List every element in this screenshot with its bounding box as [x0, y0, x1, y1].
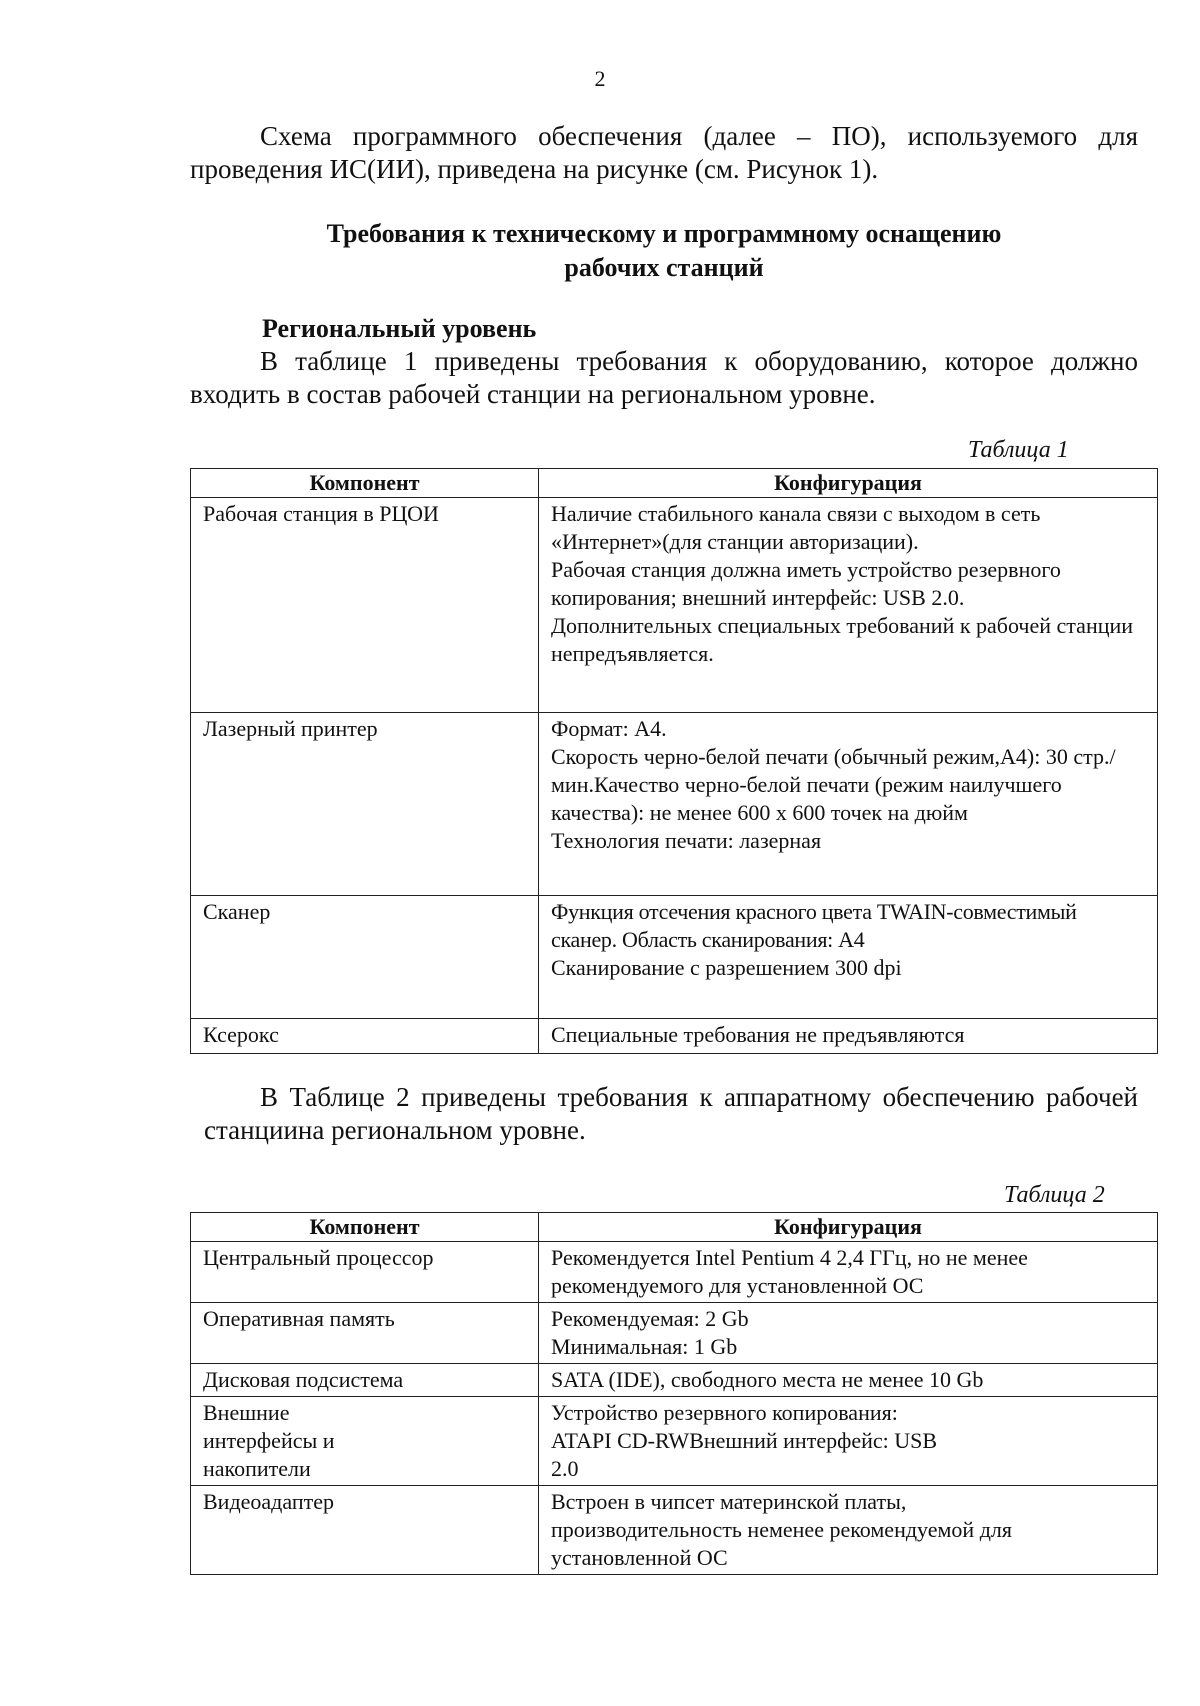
column-header-configuration: Конфигурация — [539, 1213, 1158, 1242]
config-line: Рабочая станция должна иметь устройство резервного копирования; внешний интерфейс: USB 2.0. — [551, 557, 1061, 610]
table-row — [191, 713, 1158, 896]
component-cell: Видеоадаптер — [191, 1486, 539, 1575]
table-row — [191, 1397, 1158, 1486]
config-line: Функция отсечения красного цвета TWAIN-совместимый сканер. Область сканирования: А4 — [551, 899, 1077, 952]
component-cell: Рабочая станция в РЦОИ — [191, 498, 539, 713]
table-row — [191, 1303, 1158, 1364]
config-line: Дополнительных специальных требований к рабочей станции непредъявляется. — [551, 613, 1134, 666]
configuration-cell — [539, 498, 1158, 713]
config-line: Технология печати: лазерная — [551, 828, 822, 853]
column-header-configuration: Конфигурация — [539, 469, 1158, 498]
component-cell — [191, 1397, 539, 1486]
table-row — [191, 1242, 1158, 1303]
column-header-component: Компонент — [191, 1213, 539, 1242]
config-line: Встроен в чипсет материнской платы, производительность неменее рекомендуемой для установленной ОС — [551, 1489, 1012, 1570]
configuration-cell — [539, 1397, 1158, 1486]
table1-caption: Таблица 1 — [968, 437, 1069, 463]
configuration-cell — [539, 1019, 1158, 1054]
table2-intro-paragraph — [204, 1081, 1138, 1147]
table-row — [191, 1364, 1158, 1397]
intro-paragraph-text: Схема программного обеспечения (далее – ПО), используемого для проведения ИС(ИИ), приведена на рисунке (см. Рисунок 1). — [190, 121, 1138, 184]
intro-paragraph — [190, 120, 1138, 186]
component-cell: Сканер — [191, 896, 539, 1019]
configuration-cell — [539, 1303, 1158, 1364]
component-cell: Дисковая подсистема — [191, 1364, 539, 1397]
table-header-row — [191, 469, 1158, 498]
config-line: Специальные требования не предъявляются — [551, 1022, 965, 1047]
page-number: 2 — [594, 66, 606, 91]
config-line: Рекомендуется Intel Pentium 4 2,4 ГГц, но не менее рекомендуемого для установленной ОС — [551, 1245, 1028, 1298]
configuration-cell — [539, 896, 1158, 1019]
component-text: Внешние интерфейсы и накопители — [203, 1400, 335, 1481]
table-row — [191, 498, 1158, 713]
config-line: Устройство резервного копирования: ATAPI CD-RWВнешний интерфейс: USB 2.0 — [551, 1400, 938, 1481]
config-line: Минимальная: 1 Gb — [551, 1334, 738, 1359]
config-line: Сканирование с разрешением 300 dpi — [551, 955, 902, 980]
config-line: Формат: А4. — [551, 716, 667, 741]
table1-intro-text: В таблице 1 приведены требования к оборудованию, которое должно входить в состав рабочей станции на региональном уровне. — [190, 346, 1138, 409]
table1 — [190, 468, 1158, 1054]
table-row — [191, 1486, 1158, 1575]
table2-intro-text: В Таблице 2 приведены требования к аппаратному обеспечению рабочей станциина региональном уровне. — [204, 1082, 1138, 1145]
component-cell: Ксерокс — [191, 1019, 539, 1054]
config-line: SATA (IDE), свободного места не менее 10 Gb — [551, 1367, 984, 1392]
column-header-component: Компонент — [191, 469, 539, 498]
component-cell: Лазерный принтер — [191, 713, 539, 896]
config-line: Наличие стабильного канала связи с выходом в сеть «Интернет»(для станции авторизации). — [551, 501, 1041, 554]
table1-intro-paragraph — [190, 345, 1138, 411]
section-heading-line-2: рабочих станций — [564, 253, 764, 282]
component-cell: Оперативная память — [191, 1303, 539, 1364]
table-row — [191, 896, 1158, 1019]
configuration-cell — [539, 1242, 1158, 1303]
config-line: Рекомендуемая: 2 Gb — [551, 1306, 749, 1331]
configuration-cell — [539, 1486, 1158, 1575]
subsection-heading: Региональный уровень — [262, 314, 537, 343]
table-row — [191, 1019, 1158, 1054]
configuration-cell — [539, 713, 1158, 896]
table2-caption: Таблица 2 — [1004, 1182, 1105, 1208]
table2 — [190, 1212, 1158, 1575]
table-header-row — [191, 1213, 1158, 1242]
section-heading — [190, 217, 1138, 285]
configuration-cell — [539, 1364, 1158, 1397]
section-heading-line-1: Требования к техническому и программному оснащению — [326, 219, 1002, 248]
component-cell: Центральный процессор — [191, 1242, 539, 1303]
config-line: Скорость черно-белой печати (обычный режим,А4): 30 стр./мин.Качество черно-белой печати (режим наилучшего качества): не менее 600 х 600 точек на дюйм — [551, 744, 1116, 825]
